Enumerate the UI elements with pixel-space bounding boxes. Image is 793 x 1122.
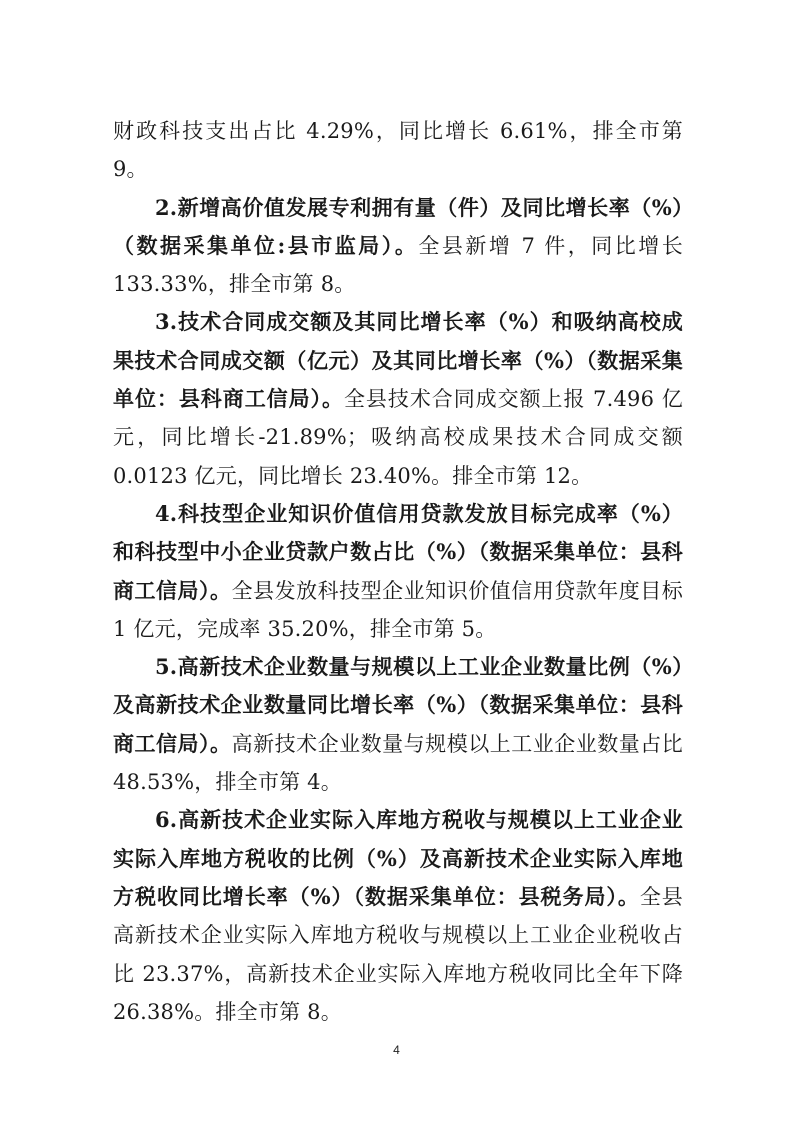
paragraph-body: 全县技术合同成交额上报 7.496 亿元，同比增长-21.89%；吸纳高校成果技术合同成交额 0.0123 亿元，同比增长 23.40%。排全市第 12。	[113, 387, 683, 488]
page-number: 4	[393, 1043, 400, 1057]
paragraph-hightech-enterprise-ratio	[113, 648, 683, 801]
paragraph-heading: 4.科技型企业知识价值信用贷款发放目标完成率（%）和科技型中小企业贷款户数占比（%）（数据采集单位：县科商工信局）。	[113, 500, 683, 603]
document-page	[113, 112, 683, 1031]
paragraph-body: 全县新增 7 件，同比增长 133.33%，排全市第 8。	[113, 233, 683, 297]
paragraph-heading: 5.高新技术企业数量与规模以上工业企业数量比例（%）及高新技术企业数量同比增长率（%）（数据采集单位：县科商工信局）。	[113, 654, 683, 756]
paragraph-hightech-tax-ratio	[113, 801, 683, 1031]
paragraph-patent-count	[113, 189, 683, 304]
paragraph-heading: 6.高新技术企业实际入库地方税收与规模以上工业企业实际入库地方税收的比例（%）及高新技术企业实际入库地方税收同比增长率（%）（数据采集单位：县税务局）。	[113, 807, 683, 909]
paragraph-body: 全县高新技术企业实际入库地方税收与规模以上工业企业税收占比 23.37%，高新技术企业实际入库地方税收同比全年下降 26.38%。排全市第 8。	[113, 884, 683, 1024]
paragraph-credit-loans	[113, 495, 683, 648]
paragraph-heading: 3.技术合同成交额及其同比增长率（%）和吸纳高校成果技术合同成交额（亿元）及其同比增长率（%）（数据采集单位：县科商工信局）。	[113, 309, 683, 412]
paragraph-tech-contracts	[113, 303, 683, 494]
paragraph-body: 高新技术企业数量与规模以上工业企业数量占比 48.53%，排全市第 4。	[113, 731, 684, 795]
paragraph-fiscal-tech-spending	[113, 112, 683, 189]
paragraph-body: 全县发放科技型企业知识价值信用贷款年度目标 1 亿元，完成率 35.20%，排全市第 5。	[113, 578, 684, 641]
paragraph-body: 财政科技支出占比 4.29%，同比增长 6.61%，排全市第 9。	[113, 119, 683, 182]
paragraph-heading: 2.新增高价值发展专利拥有量（件）及同比增长率（%）（数据采集单位:县市监局）。	[113, 194, 683, 258]
